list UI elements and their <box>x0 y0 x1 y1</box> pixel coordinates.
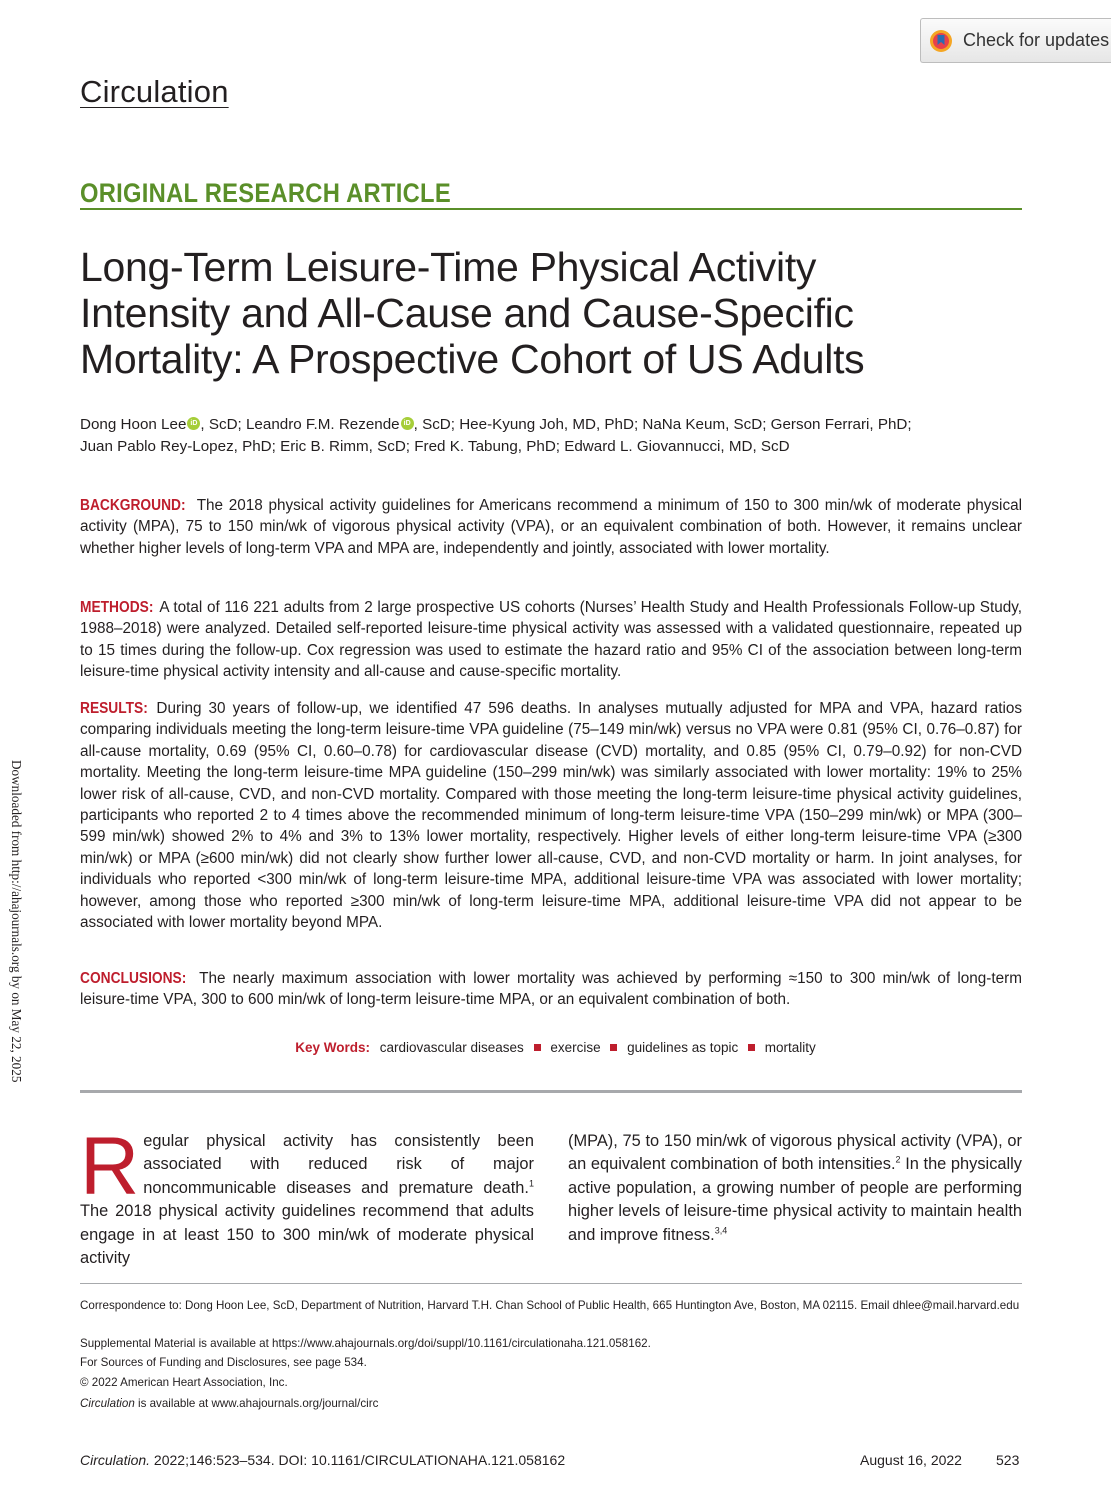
title-line: Intensity and All-Cause and Cause-Specific <box>80 290 854 336</box>
abstract-results <box>80 698 1022 933</box>
keyword-item[interactable]: exercise <box>550 1040 601 1055</box>
orcid-icon[interactable]: iD <box>187 417 200 430</box>
availability-note <box>80 1395 1022 1412</box>
check-updates-label: Check for updates <box>963 30 1110 50</box>
check-updates-icon <box>929 29 953 53</box>
keywords-label: Key Words: <box>295 1040 370 1055</box>
footer-citation <box>80 1452 565 1468</box>
author-name: , ScD; Hee-Kyung Joh, MD, PhD; NaNa Keum, ScD; Gerson Ferrari, PhD; <box>413 416 912 433</box>
author-line: Juan Pablo Rey-Lopez, PhD; Eric B. Rimm, ScD; Fred K. Tabung, PhD; Edward L. Giovannucci, MD, ScD <box>80 438 790 455</box>
drop-cap: R <box>80 1121 140 1212</box>
abstract-background <box>80 495 1022 559</box>
journal-italic: Circulation <box>80 1397 135 1410</box>
page-number: 523 <box>996 1452 1020 1468</box>
author-name: , ScD; Leandro F.M. Rezende <box>200 416 400 433</box>
copyright-note: © 2022 American Heart Association, Inc. <box>80 1376 288 1389</box>
abstract-heading: CONCLUSIONS: <box>80 970 187 987</box>
keyword-separator <box>610 1044 617 1051</box>
footnote-divider <box>80 1283 1022 1284</box>
body-text: In the physically active population, a growing number of people are performing higher levels of leisure-time physical activity to maintain health and improve fitness. <box>568 1155 1022 1244</box>
title-line: Mortality: A Prospective Cohort of US Adults <box>80 336 865 382</box>
keywords <box>0 1040 1111 1055</box>
abstract-heading: BACKGROUND: <box>80 497 186 514</box>
body-text: egular physical activity has consistently been associated with reduced risk of major noncommunicable diseases and premature death. <box>143 1132 534 1197</box>
citation-ref[interactable]: 3,4 <box>714 1225 728 1236</box>
body-text: (MPA), 75 to 150 min/wk of vigorous physical activity (VPA), or an equivalent combination of both intensities. <box>568 1132 1022 1174</box>
download-watermark: Downloaded from http://ahajournals.org by on May 22, 2025 <box>9 760 24 1083</box>
article-type-heading: ORIGINAL RESEARCH ARTICLE <box>80 178 451 208</box>
keyword-separator <box>748 1044 755 1051</box>
funding-note: For Sources of Funding and Disclosures, see page 534. <box>80 1356 367 1369</box>
abstract-divider <box>80 1090 1022 1093</box>
citation-ref[interactable]: 2 <box>895 1154 901 1165</box>
footer-date: August 16, 2022 <box>860 1452 962 1468</box>
journal-name-link[interactable]: Circulation <box>80 74 229 109</box>
footer-journal: Circulation. <box>80 1452 151 1468</box>
author-name: Dong Hoon Lee <box>80 416 187 433</box>
body-column-left <box>80 1121 534 1270</box>
orcid-icon[interactable]: iD <box>401 417 414 430</box>
correspondence-note: Correspondence to: Dong Hoon Lee, ScD, Department of Nutrition, Harvard T.H. Chan School of Public Health, 665 Huntington Ave, Boston, MA 02115. Email dhlee@mail.harvard.edu <box>80 1299 1020 1312</box>
keyword-item[interactable]: mortality <box>764 1040 816 1055</box>
supplemental-note: Supplemental Material is available at https://www.ahajournals.org/doi/suppl/10.1161/circulationaha.121.058162. <box>80 1337 651 1350</box>
abstract-text: The 2018 physical activity guidelines for Americans recommend a minimum of 150 to 300 min/wk of moderate physical activity (MPA), 75 to 150 min/wk of vigorous physical activity (VPA), or an equivalent combination of both. However, it remains unclear whether higher levels of long-term VPA and MPA are, independently and jointly, associated with lower mortality. <box>80 497 1022 557</box>
citation-ref[interactable]: 1 <box>528 1178 534 1189</box>
abstract-heading: METHODS: <box>80 599 154 616</box>
abstract-conclusions <box>80 968 1022 1011</box>
author-list <box>80 414 1025 458</box>
abstract-methods <box>80 597 1022 683</box>
body-text: The 2018 physical activity guidelines recommend that adults engage in at least 150 to 300 min/wk of moderate physical activity <box>80 1202 534 1268</box>
keyword-separator <box>534 1044 541 1051</box>
title-line: Long-Term Leisure-Time Physical Activity <box>80 244 817 290</box>
body-column-right <box>568 1130 1022 1247</box>
availability-text: is available at www.ahajournals.org/journal/circ <box>134 1397 379 1410</box>
abstract-heading: RESULTS: <box>80 700 148 717</box>
check-for-updates-button[interactable] <box>920 18 1111 63</box>
keyword-item[interactable]: guidelines as topic <box>627 1040 739 1055</box>
author-line <box>80 414 1025 436</box>
article-title <box>80 244 1020 382</box>
abstract-text: The nearly maximum association with lower mortality was achieved by performing ≈150 to 300 min/wk of long-term leisure-time VPA, 300 to 600 min/wk of long-term leisure-time MPA, or an equivalent combination of both. <box>80 970 1022 1009</box>
keyword-item[interactable]: cardiovascular diseases <box>379 1040 524 1055</box>
footer-citation-text: 2022;146:523–534. DOI: 10.1161/CIRCULATIONAHA.121.058162 <box>150 1452 566 1468</box>
abstract-text: During 30 years of follow-up, we identified 47 596 deaths. In analyses mutually adjusted for MPA and VPA, hazard ratios comparing individuals meeting the long-term leisure-time VPA guideline (75–149 min/wk) versus no VPA were 0.81 (95% CI, 0.76–0.87) for all-cause mortality, 0.69 (95% CI, 0.60–0.78) for cardiovascular disease (CVD) mortality, and 0.85 (95% CI, 0.79–0.92) for non-CVD mortality. Meeting the long-term leisure-time MPA guideline (150–299 min/wk) was similarly associated with lower mortality: 19% to 25% lower risk of all-cause, CVD, and non-CVD mortality. Compared with those meeting the long-term leisure-time physical activity guidelines, participants who reported 2 to 4 times above the recommended minimum of long-term leisure-time VPA (150–299 min/wk) or MPA (300–599 min/wk) showed 2% to 4% and 3% to 13% lower mortality, respectively. Higher levels of either long-term leisure-time VPA (≥300 min/wk) or MPA (≥600 min/wk) did not clearly show further lower all-cause, CVD, and non-CVD mortality or harm. In joint analyses, for individuals who reported <300 min/wk of long-term leisure-time MPA, additional leisure-time VPA was associated with lower mortality; however, among those who reported ≥300 min/wk of long-term leisure-time MPA, additional leisure-time VPA did not appear to be associated with lower mortality beyond MPA. <box>80 700 1023 932</box>
section-divider <box>80 208 1022 210</box>
abstract-text: A total of 116 221 adults from 2 large prospective US cohorts (Nurses’ Health Study and Health Professionals Follow-up Study, 1988–2018) were analyzed. Detailed self-reported leisure-time physical activity was assessed with a validated questionnaire, repeated up to 15 times during the follow-up. Cox regression was used to estimate the hazard ratio and 95% CI of the association between long-term leisure-time physical activity intensity and all-cause and cause-specific mortality. <box>80 599 1022 681</box>
